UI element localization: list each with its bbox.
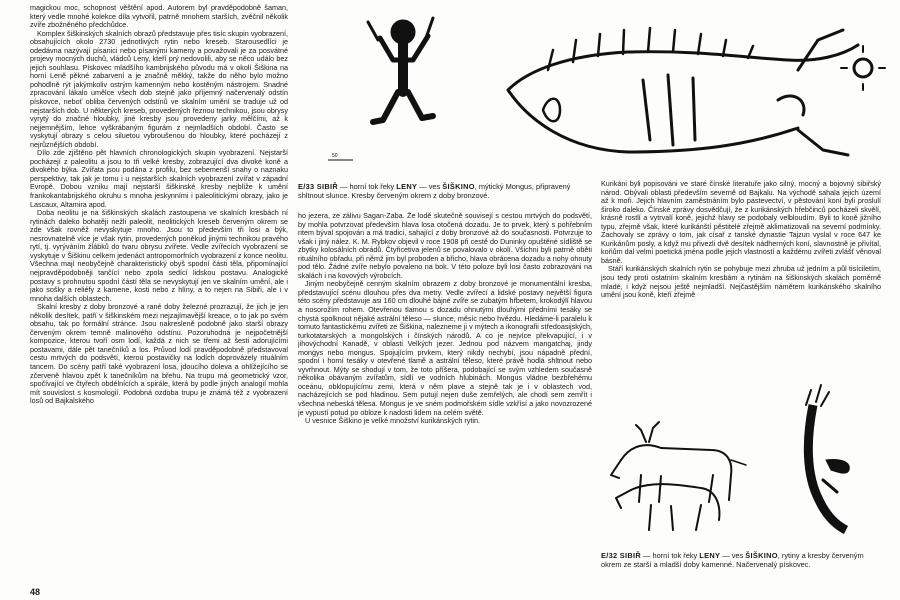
page-number: 48 xyxy=(30,587,41,597)
text-column-middle xyxy=(298,212,592,592)
paragraph: ho jezera, ze zálivu Sagan-Zaba. Že lodě skutečně souvisejí s cestou mrtvých do podsvětí, by mohla potvrzovat především hlava losa otočená dozadu. Je to prvek, který s pohřebním ritem býval spojován a má tradici, sahající z doby bronzové až do současnosti. Potvrzuje to však i jiný nález. K. M. Rybkov objevil v roce 1908 při cestě do Duninky opuštěné sídliště se zbytky kolosálních obrádů. Čtyřicetiva jelenů se povalovalo v okolí. Všichni byli patrně oběti rituálního obřadu, při němž jim byl proboden a břicho, hlava obrácena dozadu a nohy ohnuty pod tělo. Žádné zvíře nebylo povaleno na bok. V této poloze byli losi často zobrazováni na skalách i na kovových výrobcích. xyxy=(298,212,592,280)
anthropomorph-figure xyxy=(806,385,849,530)
caption32-river: LENY xyxy=(699,551,721,560)
caption33-label: E/33 SIBIŘ xyxy=(298,182,338,191)
paragraph: Doba neolitu je na šiškinských skalách zastoupena ve skalních kresbách ní rytinách daleko bohatěji nežli paleolit, neolitických kreseb červeným okrem se zde však rovněž nevyskytuje mnoho. Jsou to především tři losi a býk, nesrovnatelně více je však rytin, provedených poněkud jinými technikou pravého rytí, tj. vyrýváním žlábků do tvaru obrysu zvířete. Vedle zvířecích vyobrazení se vyskytuje v Šiškinu celkem jedenáct antropomorfních vyobrazení z konce neolitu. Všechna mají neobyčejně charakteristický obyš spodní části těla, připomínající nejpravděpodobněji tančící nebo zpola sedící lidskou postavu. Analogické postavy s prohnutou spodní částí těla se nevyskytují jen ve skalním umění, ale i jako sošky a reliéfy z kamene, kosti nebo z hlíny, a to nejen na Sibiři, ale i v mnoha dalších oblastech. xyxy=(30,208,288,303)
paragraph: U vesnice Šiškino je velké množství kurikánských rytin. xyxy=(305,416,480,426)
figure-e33-caption xyxy=(298,182,583,200)
scale-label: 50 xyxy=(332,153,338,159)
paragraph: Stáří kurikánských skalních rytin se pohybuje mezi zhruba už jedním a půl tisíciletím, jsou tedy proti ostatním skalním kresbám a rytinám na šiškinských skalách poměrně mladé, i když nejsou ještě nejmladší. Nejčastějším námětem kurikánského skalního umění jsou koně, kteří zřejmě xyxy=(601,264,881,300)
caption33-river: LENY xyxy=(396,182,418,191)
horse-figure xyxy=(616,484,719,530)
paragraph: Jiným neobyčejně cenným skalním obrazem z doby bronzové je monumentální kresba, představující scénu dlouhou přes dva metry. Vedle zvířecí a lidské postavy největší figura této scény představuje asi 160 cm dlouhé bájné zvíře se zubatým hřbetem, krokodýlí hlavou a nosorožím rohem. Otevřenou tlamou s dozadu ohnutými dlouhými předními tesáky se chystá spolknout nějaké astrální těleso — slunce, měsíc nebo hvězdu. Hledáme-li paralelu k tomuto fantastickému zvířeti ze Šiškina, nalezneme ji v mýtech a ikonografii středoasijských, turkotatarských a mongolských i čínských národů. A co je nejvíce překvapující, i v jihovýchodní Kanadě, v oblasti Velkých jezer. Jednou pod názvem mangatchaj, jindy mongys nebo mongus. Spojujícím prvkem, který nikdy nechybí, jsou nápadně přední, spodní i horní tesáky v otevřené tlamě a astrální těleso, které právě hodlá shltnout nebo vyvrhnout. Mýty se shodují v tom, že toto příšera, podobající se svým vzhledem současně několika obávaným zvířatům, sídlí ve vodních hlubinách. Mongus vládne bezbřehému oceánu, obklopujícímu zemi, která v něm plave a stejně tak je i v oblastech vod, nacházejících se pod hladinou. Sem putují nejen duše zemřelých, ale chodí sem zemřít i všechna nebeská tělesa. Mongus je ve sném podmořském sídle vzkřísí a jako novozrozené je vypustí potud po obloze k nadosti lidem na celém světě. xyxy=(298,279,592,417)
figure-e33-mongus-drawing xyxy=(298,0,888,175)
caption33-text: — horní tok řeky xyxy=(337,182,397,191)
caption32-rest: , rytiny a kresby červeným okrem ze starší a mladší doby kamenné. Načervenalý pískovec. xyxy=(601,551,864,569)
paragraph: Dílo zde zjištěno pět hlavních chronologických skupin vyobrazení. Nejstarší pocházejí z paleolitu a jsou to tři velké kresby, zobrazující dva divoké koně a divokého býka. Zvířata jsou podána z profilu, bez sebemenší snahy o naznaku perspektivy, tak jak je tomu i u nejstarších skalních vyobrazení zvířat v západní Evropě. Dobou vzniku mají nejstarší šiškinské kresby nejblíže k umění frankokantabrijského okruhu s mnoha jeskynními i paleolitickými obrazy, jako je Lascaux, Altamira apod. xyxy=(30,148,288,209)
caption32-label: E/32 SIBIŘ xyxy=(601,551,641,560)
caption32-text: — horní tok řeky xyxy=(640,551,700,560)
figure-e32-caption xyxy=(601,551,881,569)
caption32-village: ŠIŠKINO xyxy=(745,551,778,560)
caption33-rest: , mýtický Mongus, připravený shltnout slunce. Kresby červeným okrem z doby bronzové. xyxy=(298,182,571,200)
text-column-left xyxy=(30,4,288,590)
paragraph: Komplex šiškinských skalních obrazů představuje přes tisíc skupin vyobrazení, obsahujících okolo 2730 jednotlivých rytin nebo kreseb. Starousedlíci je odedávna nazývají písanici nebo písanými kameny a považovali je za posvátné projevy mocných duchů, vládců Leny, kteří prý nedovolili, aby se něco událo bez jejich souhlasu. Pískovec mladšího kambrijského původu má v okolí Šiškina na horní Leně pěkné zabarvení a je značně měkký, takže do něho bylo možno pohodlně rýt jakýmkoliv ostrým kamenným nebo kostěným nástrojem. Snadné zpracování lákalo umělce všech dob stejně jako příjemný načervenalý odstín pískovce, neboť obliba červených odstínů ve skalním umění se traduje už od nejstarších dob. U některých kreseb, provedených řeznou technikou, jsou obrysy vyrytý do značné hloubky, jiné kresby jsou provedeny jarky mělčími, až k nejjemnějším, lehce vyškrábaným figurám z nejmladších období. Často se vyskytují obrazy s celou siluetou vybroušenou do hloubky, které pocházejí z nejrůznějších období. xyxy=(30,28,288,149)
caption33-village: ŠIŠKINO xyxy=(442,182,475,191)
caption33-sep: — ves xyxy=(417,182,443,191)
sun-disc xyxy=(841,46,885,90)
caption32-sep: — ves xyxy=(720,551,746,560)
paragraph: Kurikáni byli popisováni ve staré čínské literatuře jako silný, mocný a bojovný sibiřský národ. Obývali oblasti především severně od Bajkalu. Na východě sahala jejich území až k moři. Jejich hlavním zaměstnáním bylo pastevectví, v pěstování koní byli proslulí široko daleko. Čínské zprávy dosvědčují, že z kurikánských hřebčinců pocházeli skvělí, krásně rostlí a vytrvalí koně, jejichž hlavy se podobaly velbloudím. Byli to koně jižního typu, zřejmě však, které kurikánští pěstitelé zřejmě aklimatizovali na severní podmínky. Zachovaly se zprávy o tom, jak císař z tanské dynastie Tajzun vyslal v roce 647 ke Kurikánům posly, a když mu přivezli dvě desítek nádherných koní, slavnostně je přivítal, koňům dal velmi poetická jména podle jejich vlastností a každému zvířeti zvlášť věnoval básně. xyxy=(601,180,881,265)
mongus-creature xyxy=(508,28,858,155)
paragraph: Skalní kresby z doby bronzové a rané doby železné prozrazují, že jich je jen několik desítek, patří v šiškinském mezi nejzajímavější kreace, o to jak po svém obsahu, tak po formální stránce. Jsou nakresleně podobně jako starší obrazy červeným okrem temně malinového odstínu. Pozoruhodná je nejpočetnější kompozice, kterou tvoří osm lodí, každá z nich se třemi až šesti adorujícími postavami, dále pět tanečníků a los. Průvod lodí pravděpodobně představoval cestu mrtvých do podsvětí, kterou postavičky na lodích doprovázely rituálním tancem. Do scény patří také vyobrazení losa, jdoucího doleva a ohlížejícího se zčerveně hlavou zpět k tanečníkům na břehu. Na trupu má geometrický vzor, spočívající ve čtyřech obdélnících a spirále, která by podle jiných analogií mohla mít souvislost s kosmologií. Podobná ozdoba trupu je známá též z vyobrazení losů od Bajkalského xyxy=(30,302,288,406)
paragraph: magickou moc, schopnost věštění apod. Autorem byl pravděpodobně šaman, který vedle mnohé kolekce díla vytvořil, patrně mnohem starších, zvěčnil několik zvíře zbožněného předchůdce. xyxy=(30,4,288,30)
figure-e32-animals-drawing xyxy=(601,380,881,545)
scale-bar xyxy=(328,153,353,160)
shaman-figure xyxy=(368,18,433,122)
